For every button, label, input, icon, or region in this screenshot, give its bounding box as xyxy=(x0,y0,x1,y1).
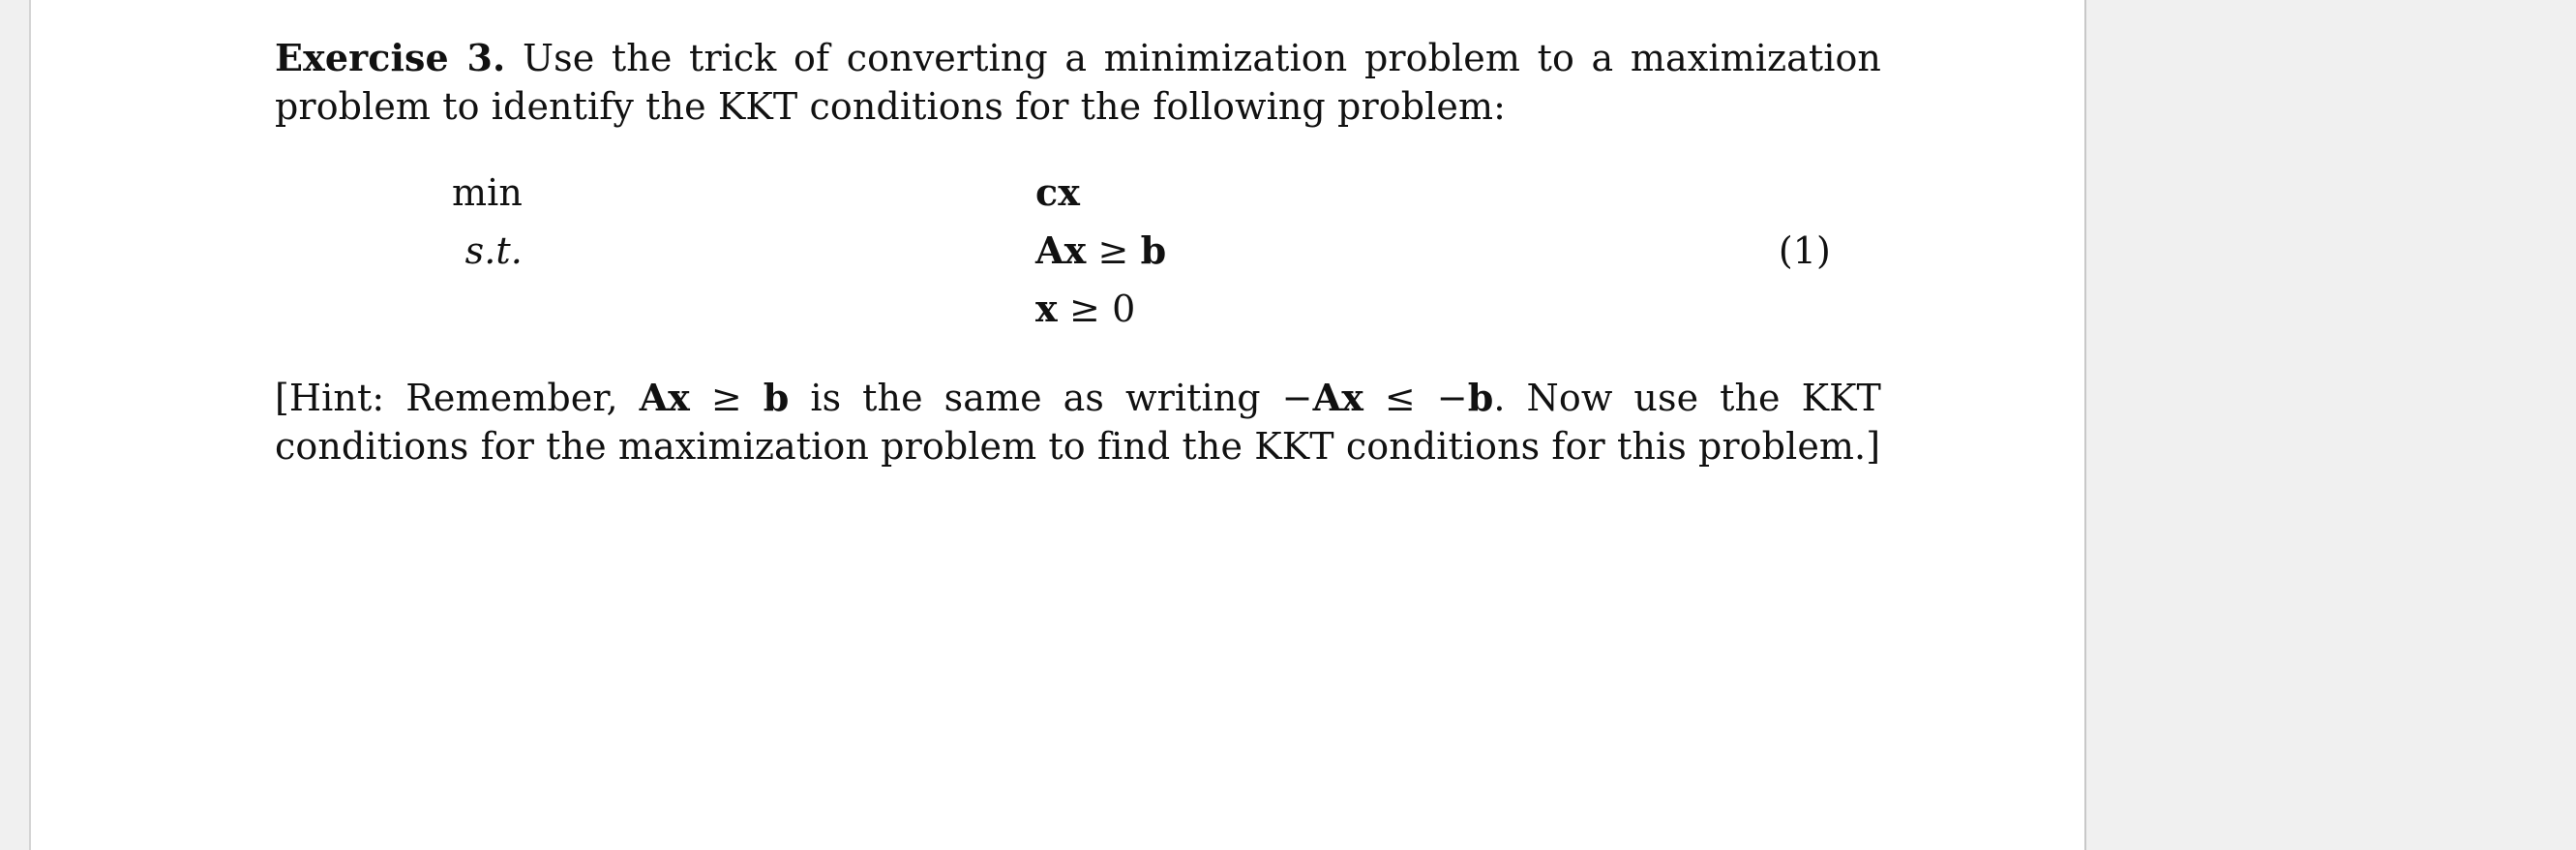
hint-line2: for the maximization problem to find the KKT conditions for this problem.] xyxy=(480,425,1881,468)
constraint-2-lhs: x xyxy=(1035,287,1058,330)
hint-b-1: b xyxy=(763,376,790,419)
constraint-2-expression xyxy=(1035,285,1135,333)
hint-part5: is the same as writing − xyxy=(789,377,1313,419)
equation-number: (1) xyxy=(1778,229,1831,272)
constraint-2-rest: ≥ 0 xyxy=(1057,288,1136,330)
constraint-1-rhs: b xyxy=(1140,228,1167,272)
subject-to-keyword: s.t. xyxy=(464,229,523,272)
hint-b-2: b xyxy=(1467,376,1494,419)
objective-expression: cx xyxy=(1035,170,1080,214)
document-page xyxy=(29,0,2086,850)
hint-ax-2: Ax xyxy=(1312,376,1363,419)
exercise-label: Exercise 3. xyxy=(275,36,506,79)
constraint-1-expression xyxy=(1035,227,1166,275)
constraint-1-operator: ≥ xyxy=(1086,229,1141,272)
hint-ax-1: Ax xyxy=(639,376,690,419)
exercise-text-line2: to identify the KKT conditions for the following problem: xyxy=(442,85,1507,128)
min-keyword: min xyxy=(452,171,523,214)
hint-part1: [Hint: Remember, xyxy=(275,377,640,419)
hint-part9: . Now use the KKT conditions xyxy=(275,377,1881,468)
hint-part3: ≥ xyxy=(689,377,764,419)
exercise-text-line1: Use the trick of converting a minimization problem to a maximization problem xyxy=(275,37,1882,128)
constraint-1-lhs: Ax xyxy=(1035,228,1087,272)
hint-part7: ≤ − xyxy=(1363,377,1468,419)
hint-paragraph xyxy=(275,374,1881,471)
